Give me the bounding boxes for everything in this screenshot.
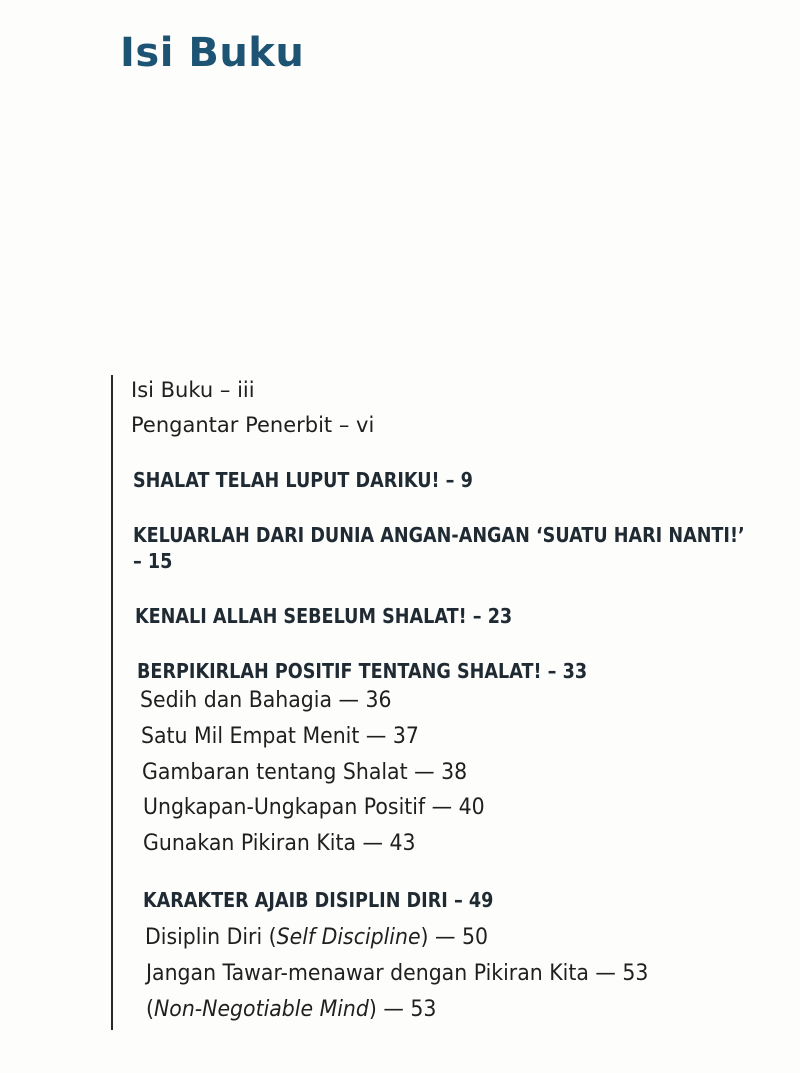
entry-separator: –	[338, 413, 350, 437]
toc-section[interactable]	[146, 961, 648, 986]
section-title: Satu Mil Empat Menit	[141, 724, 360, 749]
entry-separator: –	[472, 604, 482, 628]
toc-section[interactable]	[140, 688, 392, 713]
toc-section[interactable]	[146, 997, 436, 1022]
entry-separator: —	[383, 997, 404, 1022]
toc-vertical-rule	[111, 375, 113, 1030]
entry-separator: —	[362, 831, 383, 856]
chapter-title: KARAKTER AJAIB DISIPLIN DIRI	[143, 888, 448, 912]
section-title: Sedih dan Bahagia	[140, 688, 333, 713]
toc-section[interactable]	[141, 724, 419, 749]
entry-separator: —	[431, 795, 453, 820]
entry-title: Pengantar Penerbit	[131, 413, 333, 437]
chapter-title: KENALI ALLAH SEBELUM SHALAT!	[135, 604, 467, 628]
toc-section[interactable]	[143, 831, 416, 856]
toc-section[interactable]	[145, 925, 488, 950]
toc-entry-isi-buku[interactable]	[131, 378, 255, 402]
entry-separator: —	[435, 925, 456, 950]
entry-separator: —	[365, 724, 387, 749]
toc-chapter-3[interactable]	[135, 604, 512, 628]
page-title: Isi Buku	[120, 30, 305, 76]
chapter-title: SHALAT TELAH LUPUT DARIKU!	[133, 468, 440, 492]
section-page: 53	[410, 997, 437, 1022]
section-title-italic: Non-Negotiable Mind	[153, 997, 369, 1022]
chapter-title: BERPIKIRLAH POSITIF TENTANG SHALAT!	[137, 659, 542, 683]
entry-separator: –	[219, 378, 231, 402]
section-title: Jangan Tawar-menawar dengan Pikiran Kita	[146, 961, 589, 986]
section-page: 53	[622, 961, 649, 986]
section-title: Gunakan Pikiran Kita	[143, 831, 357, 856]
entry-separator: —	[338, 688, 359, 713]
toc-chapter-4[interactable]	[137, 659, 587, 683]
toc-chapter-5[interactable]	[143, 888, 493, 912]
chapter-title: KELUARLAH DARI DUNIA ANGAN-ANGAN ‘SUATU HARI NANTI!’	[133, 523, 745, 547]
chapter-page: 9	[460, 468, 473, 492]
section-page: 37	[392, 724, 419, 749]
toc-chapter-2-line1[interactable]	[133, 523, 745, 547]
entry-separator: –	[547, 659, 557, 683]
section-title-prefix: Disiplin Diri (	[145, 925, 277, 950]
section-title-prefix: (	[146, 997, 154, 1022]
section-page: 40	[458, 795, 485, 820]
entry-title: Isi Buku	[131, 378, 214, 402]
toc-section[interactable]	[142, 760, 467, 785]
chapter-page: 23	[487, 604, 513, 628]
entry-separator: —	[414, 760, 435, 785]
section-title-suffix: )	[368, 997, 377, 1022]
chapter-page: – 15	[133, 549, 173, 573]
section-page: 38	[441, 760, 468, 785]
toc-chapter-2-line2[interactable]	[133, 549, 172, 573]
section-page: 36	[365, 688, 392, 713]
section-page: 50	[462, 925, 489, 950]
chapter-page: 33	[562, 659, 588, 683]
entry-separator: –	[453, 888, 463, 912]
entry-page: iii	[237, 378, 255, 402]
chapter-page: 49	[468, 888, 494, 912]
entry-separator: –	[445, 468, 455, 492]
toc-chapter-1[interactable]	[133, 468, 473, 492]
section-title: Ungkapan-Ungkapan Positif	[143, 795, 426, 820]
section-title-italic: Self Discipline	[276, 925, 421, 950]
entry-page: vi	[356, 413, 375, 437]
entry-separator: —	[595, 961, 616, 986]
section-page: 43	[389, 831, 416, 856]
section-title-suffix: )	[420, 925, 429, 950]
toc-section[interactable]	[143, 795, 485, 820]
toc-entry-pengantar-penerbit[interactable]	[131, 413, 374, 437]
section-title: Gambaran tentang Shalat	[142, 760, 408, 785]
